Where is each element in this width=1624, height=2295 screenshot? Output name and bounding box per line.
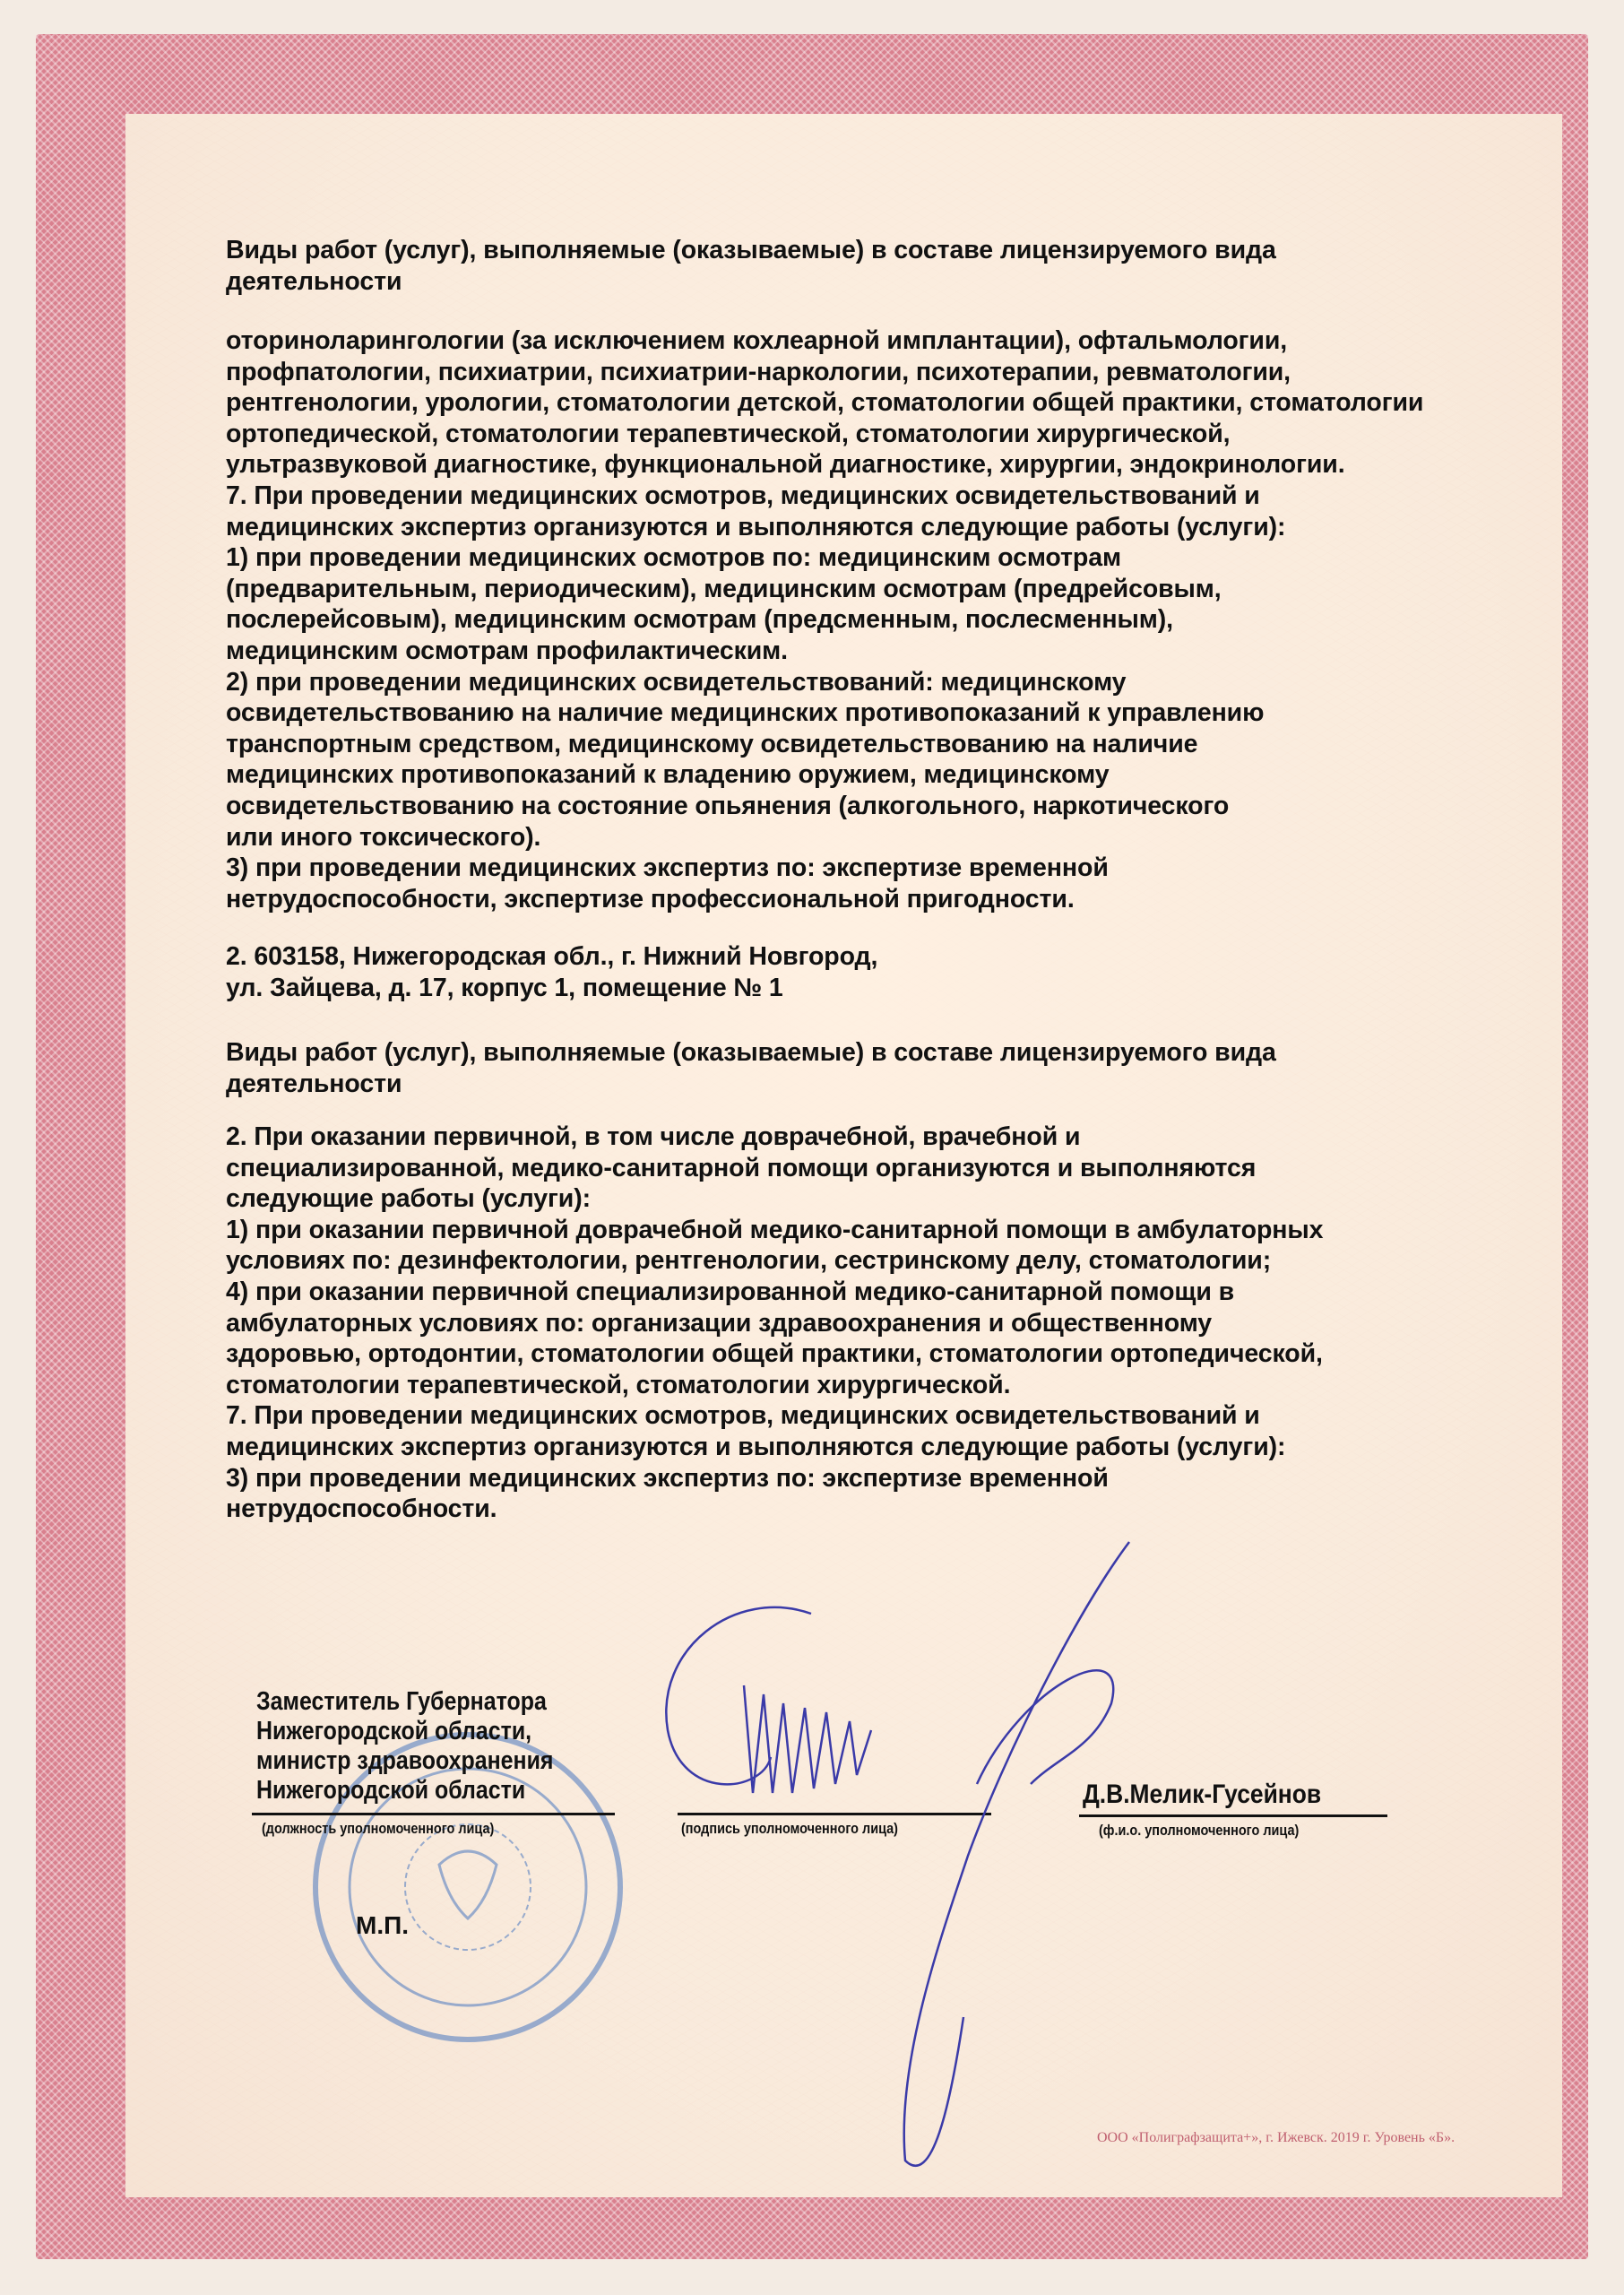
section1-heading-line: деятельности bbox=[226, 266, 402, 296]
text-line: 1) при оказании первичной доврачебной медико-санитарной помощи в амбулаторных bbox=[226, 1215, 1324, 1244]
text-line: послерейсовым), медицинским осмотрам (предсменным, послесменным), bbox=[226, 605, 1173, 635]
position-caption: (должность уполномоченного лица) bbox=[262, 1820, 495, 1837]
text-line: стоматологии терапевтической, стоматологии хирургической. bbox=[226, 1370, 1011, 1399]
text-line: 7. При проведении медицинских осмотров, медицинских освидетельствований и bbox=[226, 1401, 1260, 1431]
signatory-name: Д.В.Мелик-Гусейнов bbox=[1083, 1780, 1322, 1809]
position-line: Нижегородской области, bbox=[256, 1717, 532, 1745]
section1-heading-line: Виды работ (услуг), выполняемые (оказываемые) в составе лицензируемого вида bbox=[226, 236, 1276, 264]
text-line: нетрудоспособности, экспертизе профессиональной пригодности. bbox=[226, 884, 1075, 914]
position-line: Заместитель Губернатора bbox=[256, 1687, 547, 1716]
text-line: 3) при проведении медицинских экспертиз по: экспертизе временной bbox=[226, 1463, 1109, 1493]
section2-heading-line: деятельности bbox=[226, 1069, 402, 1098]
text-line: рентгенологии, урологии, стоматологии детской, стоматологии общей практики, стоматологии bbox=[226, 388, 1424, 418]
address-line: 2. 603158, Нижегородская обл., г. Нижний Новгород, bbox=[226, 942, 878, 971]
text-line: следующие работы (услуги): bbox=[226, 1184, 592, 1214]
text-line: амбулаторных условиях по: организации здравоохранения и общественному bbox=[226, 1308, 1213, 1338]
printer-imprint: ООО «Полиграфзащита+», г. Ижевск. 2019 г. Уровень «Б». bbox=[1097, 2130, 1456, 2145]
text-line: освидетельствованию на состояние опьянения (алкогольного, наркотического bbox=[226, 791, 1230, 820]
signature-caption: (подпись уполномоченного лица) bbox=[681, 1820, 898, 1837]
section2-heading-line: Виды работ (услуг), выполняемые (оказываемые) в составе лицензируемого вида bbox=[226, 1038, 1276, 1067]
text-line: медицинских противопоказаний к владению оружием, медицинскому bbox=[226, 760, 1110, 790]
text-line: или иного токсического). bbox=[226, 822, 541, 852]
text-line: медицинских экспертиз организуются и выполняются следующие работы (услуги): bbox=[226, 512, 1286, 541]
text-line: (предварительным, периодическим), медицинским осмотрам (предрейсовым, bbox=[226, 574, 1222, 603]
text-line: специализированной, медико-санитарной помощи организуются и выполняются bbox=[226, 1153, 1257, 1182]
text-line: профпатологии, психиатрии, психиатрии-наркологии, психотерапии, ревматологии, bbox=[226, 357, 1291, 386]
text-line: 4) при оказании первичной специализированной медико-санитарной помощи в bbox=[226, 1277, 1234, 1306]
text-line: условиях по: дезинфектологии, рентгенологии, сестринскому делу, стоматологии; bbox=[226, 1246, 1272, 1276]
text-line: 1) при проведении медицинских осмотров по: медицинским осмотрам bbox=[226, 543, 1121, 573]
text-line: 2) при проведении медицинских освидетельствований: медицинскому bbox=[226, 667, 1127, 697]
text-line: оториноларингологии (за исключением кохлеарной имплантации), офтальмологии, bbox=[226, 326, 1288, 355]
seal-mark-label: М.П. bbox=[356, 1911, 410, 1939]
text-line: 7. При проведении медицинских осмотров, медицинских освидетельствований и bbox=[226, 481, 1260, 510]
position-line: Нижегородской области bbox=[256, 1776, 526, 1805]
text-line: 2. При оказании первичной, в том числе доврачебной, врачебной и bbox=[226, 1122, 1081, 1151]
text-line: освидетельствованию на наличие медицинских противопоказаний к управлению bbox=[226, 698, 1265, 728]
name-caption: (ф.и.о. уполномоченного лица) bbox=[1099, 1822, 1300, 1839]
text-line: 3) при проведении медицинских экспертиз по: экспертизе временной bbox=[226, 853, 1109, 883]
text-line: транспортным средством, медицинскому освидетельствованию на наличие bbox=[226, 729, 1198, 758]
text-line: медицинских экспертиз организуются и выполняются следующие работы (услуги): bbox=[226, 1432, 1286, 1461]
text-line: здоровью, ортодонтии, стоматологии общей практики, стоматологии ортопедической, bbox=[226, 1339, 1323, 1369]
position-line: министр здравоохранения bbox=[256, 1746, 554, 1775]
text-line: ультразвуковой диагностике, функциональной диагностике, хирургии, эндокринологии. bbox=[226, 450, 1345, 480]
address-line: ул. Зайцева, д. 17, корпус 1, помещение № 1 bbox=[226, 973, 783, 1002]
text-line: ортопедической, стоматологии терапевтической, стоматологии хирургической, bbox=[226, 419, 1231, 448]
text-line: нетрудоспособности. bbox=[226, 1494, 497, 1524]
text-line: медицинским осмотрам профилактическим. bbox=[226, 636, 788, 665]
